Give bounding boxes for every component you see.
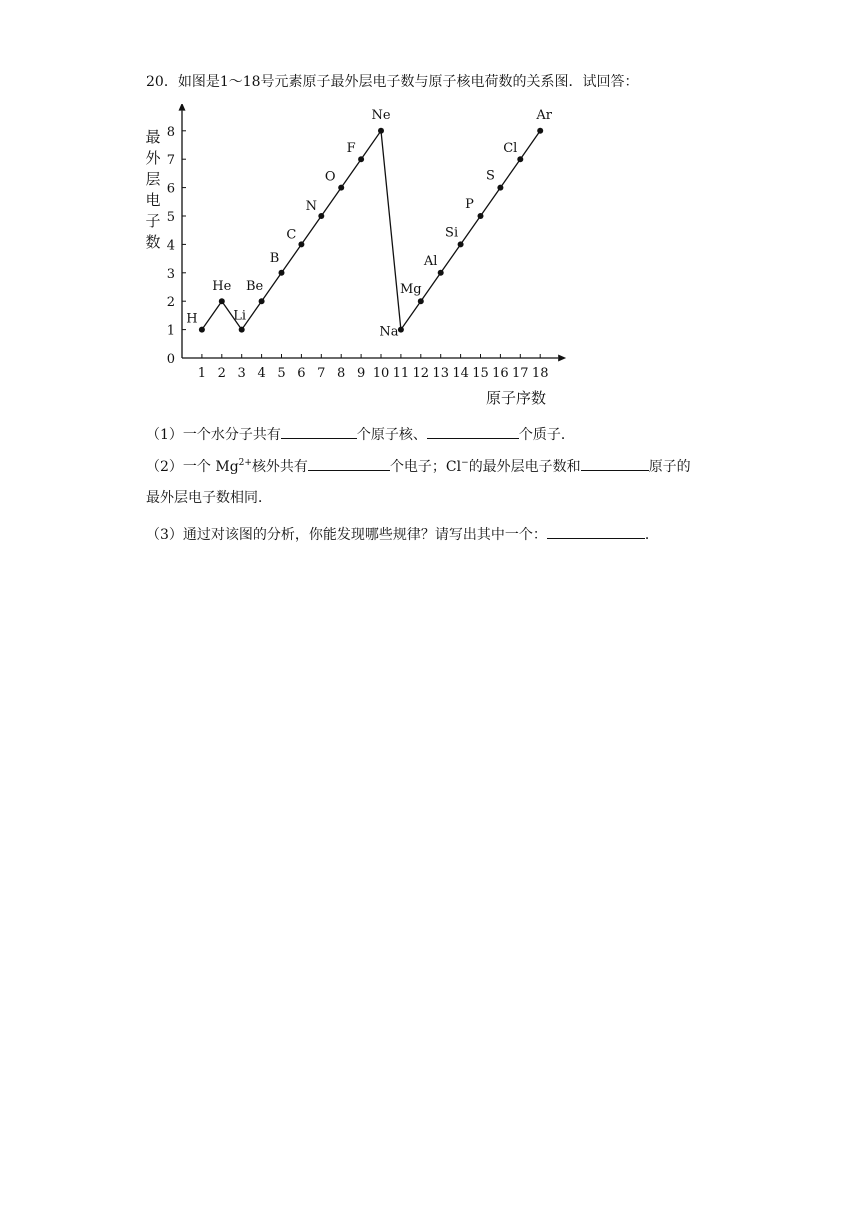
data-point-Be [259, 298, 265, 304]
x-tick-label: 18 [531, 366, 549, 381]
y-tick-label: 1 [166, 323, 175, 339]
point-label-F: F [346, 141, 356, 157]
point-label-O: O [324, 169, 336, 185]
data-point-He [219, 298, 225, 304]
point-label-Na: Na [379, 324, 399, 340]
data-point-N [318, 213, 324, 219]
point-label-H: H [186, 311, 198, 327]
point-label-C: C [286, 227, 297, 243]
q2-blank-atom[interactable] [581, 456, 649, 471]
q2-middle2: 个电子；Cl [389, 459, 462, 475]
x-tick-label: 13 [432, 366, 449, 381]
data-point-O [338, 185, 344, 191]
data-point-Si [458, 241, 464, 247]
y-tick-label: 3 [166, 266, 175, 282]
series-line [202, 131, 540, 330]
electron-chart [140, 104, 580, 414]
y-tick-label: 4 [166, 238, 175, 254]
y-tick-label: 0 [166, 352, 175, 367]
point-label-Be: Be [245, 279, 264, 295]
x-tick-label: 16 [492, 366, 509, 381]
q2-middle3: 的最外层电子数和 [468, 459, 581, 475]
q2-prefix: （2）一个 Mg [146, 459, 239, 475]
y-tick-label: 5 [166, 210, 175, 225]
x-tick-label: 6 [297, 366, 306, 381]
x-tick-label: 17 [512, 366, 529, 381]
question-2 [146, 456, 691, 477]
data-point-Mg [418, 298, 424, 304]
point-label-Li: Li [233, 308, 247, 324]
chart-series [199, 128, 543, 333]
y-axis-title-char: 电 [145, 191, 161, 209]
data-point-P [478, 213, 484, 219]
y-axis-title-char: 外 [145, 149, 161, 167]
x-tick-label: 11 [392, 366, 410, 381]
y-axis-title-char: 数 [145, 233, 161, 251]
point-label-N: N [305, 199, 317, 214]
question-1 [146, 424, 575, 445]
data-point-Ar [537, 128, 543, 134]
mg-charge: 2+ [238, 458, 252, 468]
y-tick-label: 6 [166, 181, 175, 197]
y-axis-arrow [179, 104, 186, 111]
point-label-Ar: Ar [536, 107, 553, 123]
x-tick-label: 8 [337, 366, 346, 381]
point-label-P: P [465, 197, 474, 212]
q1-blank-protons[interactable] [427, 424, 519, 439]
q1-prefix: （1）一个水分子共有 [146, 427, 281, 443]
data-point-H [199, 327, 205, 333]
x-tick-label: 14 [452, 366, 469, 381]
x-tick-label: 12 [412, 366, 430, 381]
q3-suffix: ． [644, 527, 659, 543]
y-tick-label: 8 [166, 124, 175, 140]
point-label-He: He [212, 279, 232, 295]
point-label-Si: Si [445, 225, 459, 241]
x-tick-label: 7 [317, 366, 326, 381]
y-axis-title-char: 最 [145, 128, 161, 146]
x-axis-title: 原子序数 [485, 389, 547, 407]
data-point-Al [438, 270, 444, 276]
question-3 [146, 524, 659, 545]
q1-blank-nuclei[interactable] [281, 424, 357, 439]
point-label-Ne: Ne [371, 107, 391, 123]
q3-blank-rule[interactable] [547, 524, 645, 539]
point-label-Cl: Cl [503, 141, 518, 157]
x-tick-label: 1 [197, 366, 207, 381]
y-tick-label: 2 [166, 295, 175, 311]
x-tick-label: 9 [356, 366, 366, 381]
x-axis-arrow [558, 355, 566, 362]
data-point-S [497, 185, 503, 191]
data-point-Cl [517, 156, 523, 162]
x-tick-label: 2 [217, 366, 226, 381]
y-axis-title-char: 层 [145, 170, 161, 188]
data-point-Li [239, 327, 245, 333]
q2-suffix: 原子的 [648, 459, 691, 475]
x-tick-label: 10 [372, 366, 390, 381]
point-label-Mg: Mg [399, 282, 422, 298]
q1-middle: 个原子核、 [356, 427, 427, 443]
x-tick-label: 4 [257, 366, 266, 381]
data-point-Ne [378, 128, 384, 134]
chart-point-labels [186, 108, 553, 340]
question-title: 20．如图是1～18号元素原子最外层电子数与原子核电荷数的关系图．试回答： [146, 74, 639, 90]
q2-middle1: 核外共有 [251, 459, 308, 475]
x-tick-label: 15 [472, 366, 489, 381]
data-point-F [358, 156, 364, 162]
data-point-Na [398, 327, 404, 333]
question-2-continuation: 最外层电子数相同． [146, 490, 272, 506]
cl-charge: − [461, 458, 469, 468]
q2-blank-electrons[interactable] [308, 456, 390, 471]
q1-suffix: 个质子． [518, 427, 575, 443]
data-point-C [298, 241, 304, 247]
point-label-S: S [485, 168, 495, 184]
x-tick-label: 3 [237, 366, 246, 381]
y-tick-label: 7 [166, 153, 175, 169]
data-point-B [279, 270, 285, 276]
x-tick-label: 5 [277, 366, 286, 381]
q3-prefix: （3）通过对该图的分析，你能发现哪些规律？请写出其中一个： [146, 527, 547, 543]
point-label-B: B [269, 250, 280, 266]
point-label-Al: Al [423, 253, 438, 269]
y-axis-title-char: 子 [145, 212, 161, 230]
